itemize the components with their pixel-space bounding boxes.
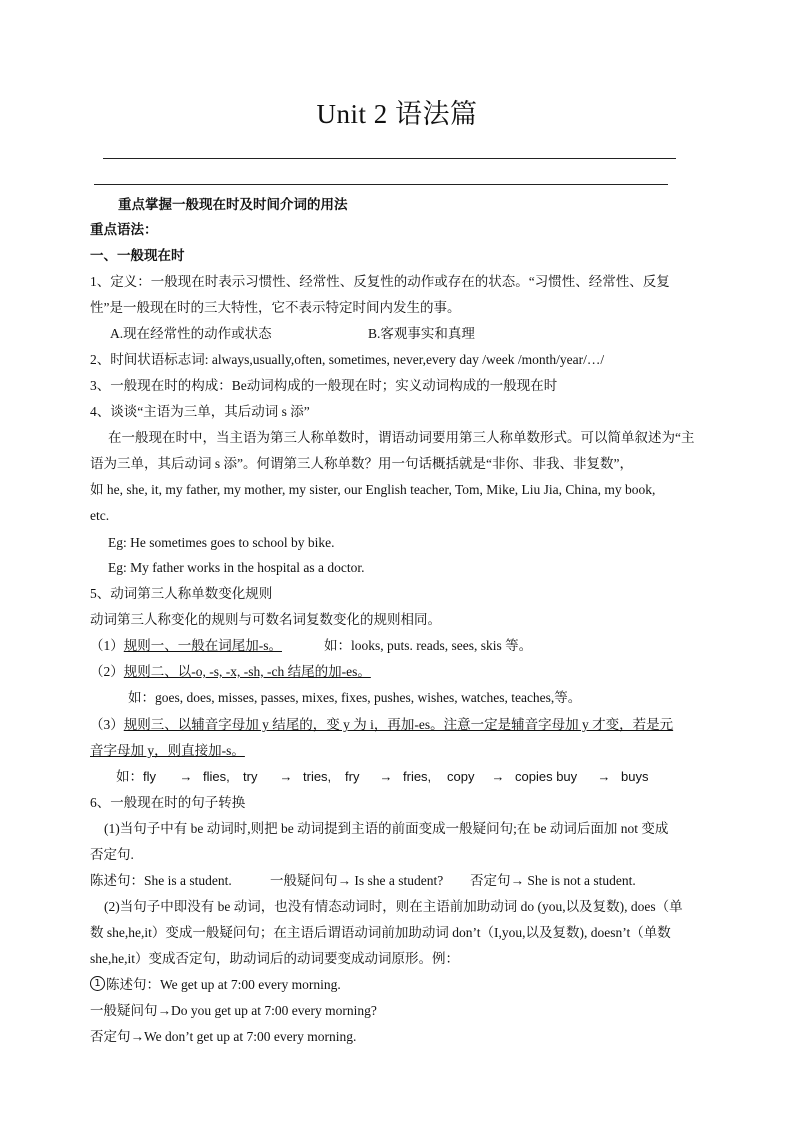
option-b: B.客观事实和真理 bbox=[368, 326, 475, 341]
para-rules-intro: 动词第三人称变化的规则与可数名词复数变化的规则相同。 bbox=[90, 612, 441, 627]
para-conversion-1a: (1)当句子中有 be 动词时,则把 be 动词提到主语的前面变成一般疑问句;在 be 动词后面加 not 变成 bbox=[104, 821, 669, 836]
conversion-example-negative: 否定句→ She is not a student. bbox=[470, 873, 636, 888]
arrow-icon: → bbox=[491, 769, 505, 784]
example-2: Eg: My father works in the hospital as a doctor. bbox=[108, 560, 365, 575]
rule-2 bbox=[90, 663, 371, 681]
para-conversion-2b: 数 she,he,it）变成一般疑问句；在主语后谓语动词前加助动词 don’t（I,you,以及复数), doesn’t（单数 bbox=[90, 925, 671, 940]
rule-3-example-pairs bbox=[143, 768, 651, 786]
para-third-person-3: 如 he, she, it, my father, my mother, my sister, our English teacher, Tom, Mike, Liu Jia, China, my book, bbox=[90, 482, 656, 497]
rule-3-examples bbox=[116, 768, 651, 786]
example-1: Eg: He sometimes goes to school by bike. bbox=[108, 535, 335, 550]
verb-form: try bbox=[243, 769, 258, 784]
para-conversion-2a: (2)当句子中即没有 be 动词，也没有情态动词时，则在主语前加助动词 do (you,以及复数), does（单 bbox=[104, 899, 683, 914]
title-rule-2 bbox=[94, 184, 668, 185]
page-title: Unit 2 语法篇 bbox=[316, 99, 478, 129]
para-structure: 3、一般现在时的构成：Be动词构成的一般现在时；实义动词构成的一般现在时 bbox=[90, 378, 558, 393]
rule-2-example: 如：goes, does, misses, passes, mixes, fixes, pushes, wishes, watches, teaches,等。 bbox=[128, 690, 582, 705]
title-rule-1 bbox=[103, 158, 676, 159]
verb-form: flies, bbox=[203, 769, 230, 784]
arrow-icon: → bbox=[597, 769, 611, 784]
para-time-markers: 2、时间状语标志词: always,usually,often, sometimes, never,every day /week /month/year/…/ bbox=[90, 352, 605, 367]
para-conversion-1b: 否定句. bbox=[90, 847, 134, 862]
rule-3-text-2: 音字母加 y，则直接加-s。 bbox=[90, 743, 245, 758]
rule-2-label: （2） bbox=[90, 664, 124, 679]
rule-2-text: 规则二、以-o, -s, -x, -sh, -ch 结尾的加-es。 bbox=[123, 664, 371, 679]
para-third-person-4: etc. bbox=[90, 508, 110, 523]
para-third-person-1: 在一般现在时中，当主语为第三人称单数时，谓语动词要用第三人称单数形式。可以简单叙述为“主 bbox=[108, 430, 695, 445]
example-statement bbox=[90, 976, 341, 994]
rule-3-label: （3） bbox=[90, 717, 124, 732]
verb-form: fry bbox=[345, 769, 360, 784]
example-statement-text: 陈述句：We get up at 7:00 every morning. bbox=[106, 977, 341, 992]
rule-1 bbox=[90, 637, 532, 655]
option-a: A.现在经常性的动作或状态 bbox=[110, 326, 272, 341]
rule-1-example: 如：looks, puts. reads, sees, skis 等。 bbox=[324, 638, 533, 653]
arrow-icon: → bbox=[279, 769, 293, 784]
rule-3 bbox=[90, 716, 673, 734]
focus-heading: 重点掌握一般现在时及时间介词的用法 bbox=[118, 197, 348, 212]
rule-1-text: 规则一、一般在词尾加-s。 bbox=[123, 638, 282, 653]
rule-3-example-prefix: 如： bbox=[116, 769, 143, 784]
rule-3-text-1: 规则三、以辅音字母加 y 结尾的，变 y 为 i，再加-es。注意一定是辅音字母加 y 才变，若是元 bbox=[123, 717, 674, 732]
section-heading: 一、一般现在时 bbox=[90, 248, 185, 263]
para-definition-1: 1、定义：一般现在时表示习惯性、经常性、反复性的动作或存在的状态。“习惯性、经常性、反复 bbox=[90, 274, 670, 289]
conversion-example-statement: 陈述句：She is a student. bbox=[90, 873, 232, 888]
verb-form: fries, bbox=[403, 769, 432, 784]
para-third-person-2: 语为三单，其后动词 s 添”。何谓第三人称单数？用一句话概括就是“非你、非我、非复数”， bbox=[90, 456, 633, 471]
rule-1-label: （1） bbox=[90, 638, 124, 653]
verb-form: copies buy bbox=[515, 769, 578, 784]
arrow-icon: → bbox=[379, 769, 393, 784]
verb-form: fly bbox=[143, 769, 156, 784]
circled-number: 1 bbox=[90, 976, 105, 991]
arrow-icon: → bbox=[179, 769, 193, 784]
conversion-example-question: 一般疑问句→ Is she a student? bbox=[270, 873, 444, 888]
para-rules-heading: 5、动词第三人称单数变化规则 bbox=[90, 586, 273, 601]
key-grammar-heading: 重点语法： bbox=[90, 222, 158, 237]
verb-form: buys bbox=[621, 769, 649, 784]
verb-form: tries, bbox=[303, 769, 332, 784]
para-third-person-heading: 4、谈谈“主语为三单，其后动词 s 添” bbox=[90, 404, 310, 419]
para-definition-2: 性”是一般现在时的三大特性，它不表示特定时间内发生的事。 bbox=[90, 300, 461, 315]
verb-form: copy bbox=[447, 769, 475, 784]
example-question: 一般疑问句→Do you get up at 7:00 every morning? bbox=[90, 1003, 377, 1018]
para-conversion-heading: 6、一般现在时的句子转换 bbox=[90, 795, 246, 810]
para-conversion-2c: she,he,it）变成否定句，助动词后的动词要变成动词原形。例： bbox=[90, 951, 459, 966]
example-negative: 否定句→We don’t get up at 7:00 every morning. bbox=[90, 1029, 357, 1044]
